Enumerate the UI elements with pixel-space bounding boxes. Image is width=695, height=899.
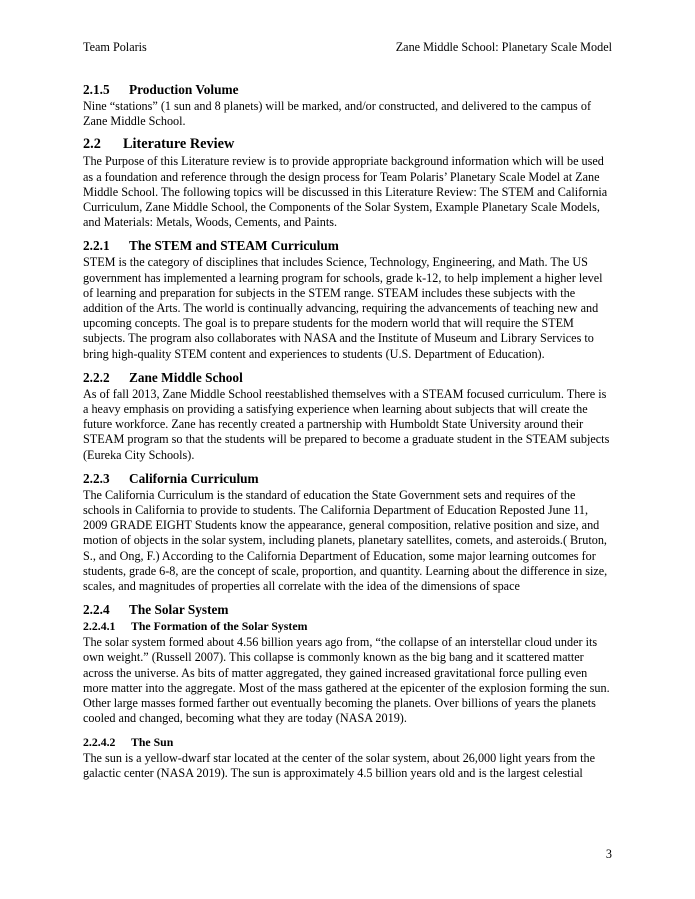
heading-title: Production Volume [129, 82, 239, 97]
heading-title: The Solar System [129, 602, 229, 618]
heading-title: California Curriculum [129, 470, 259, 486]
paragraph-production-volume: Nine “stations” (1 sun and 8 planets) will be marked, and/or constructed, and delivered to the campus of Zane Middle School. [83, 99, 592, 129]
page-number: 3 [605, 847, 612, 861]
heading-solar-system [83, 602, 614, 618]
heading-formation-solar-system [83, 619, 614, 634]
heading-stem-curriculum [83, 238, 614, 254]
heading-number: 2.2.2 [83, 369, 110, 385]
document-body [83, 82, 614, 781]
paragraph-stem-curriculum: STEM is the category of disciplines that includes Science, Technology, Engineering, and Math. The US government has implemented a learning program for schools, grade k-12, to help implement a higher level of learning and preparation for subjects in the STEM range. STEAM includes these subjects with the addition of the Arts. The world is continually advancing, requiring the advancements of teaching new and upcoming concepts. The goal is to prepare students for the modern world that will require the STEM subjects. The program also collaborates with NASA and the Institute of Museum and Library Services to bring high-quality STEM content and experiences to students (U.S. Department of Education). [83, 255, 603, 361]
heading-number: 2.2 [83, 136, 101, 153]
heading-production-volume [83, 82, 614, 98]
paragraph-the-sun: The sun is a yellow-dwarf star located at the center of the solar system, about 26,000 light years from the galactic center (NASA 2019). The sun is approximately 4.5 billion years old and is the largest celestial [83, 750, 596, 780]
page-header [83, 40, 612, 55]
heading-title: The STEM and STEAM Curriculum [129, 238, 339, 254]
heading-title: Literature Review [123, 136, 235, 153]
header-right: Zane Middle School: Planetary Scale Model [395, 40, 612, 54]
heading-title: Zane Middle School [129, 369, 243, 385]
heading-the-sun [83, 735, 614, 750]
heading-number: 2.2.3 [83, 470, 110, 486]
heading-number: 2.1.5 [83, 82, 110, 97]
heading-title: The Formation of the Solar System [131, 619, 308, 634]
paragraph-formation-solar-system: The solar system formed about 4.56 billion years ago from, “the collapse of an interstellar cloud under its own weight.” (Russell 2007). This collapse is commonly known as the big bang and it scattered matter across the universe. As bits of matter aggregated, they gained increased gravitational force pulling even more matter into the aggregate. Most of the mass gathered at the epicenter of the explosion forming the sun. Other large masses formed farther out eventually becoming the planets. Over billions of years the planets cooled and changed, becoming what they are today (NASA 2019). [83, 635, 610, 726]
paragraph-literature-review: The Purpose of this Literature review is to provide appropriate background information which will be used as a foundation and reference through the design process for Team Polaris’ Planetary Scale Model at Zane Middle School. The following topics will be discussed in this Literature Review: The STEM and California Curriculum, Zane Middle School, the Components of the Solar System, Example Planetary Scale Models, and Materials: Metals, Woods, Cements, and Paints. [83, 154, 608, 230]
paragraph-zane-middle-school: As of fall 2013, Zane Middle School reestablished themselves with a STEAM focused curriculum. There is a heavy emphasis on providing a satisfying experience when learning about subjects that will create the future workforce. Zane has recently created a partnership with Humboldt State University around their STEAM program so that the students will be prepared to become a graduate student in the STEAM subjects (Eureka City Schools). [83, 386, 610, 462]
paragraph-california-curriculum: The California Curriculum is the standard of education the State Government sets and requires of the schools in California to provide to students. The California Department of Education Reposted June 11, 2009 GRADE EIGHT Students know the appearance, general composition, relative position and size, and motion of objects in the solar system, including planets, planetary satellites, comets, and asteroids.( Bruton, S., and Ong, F.) According to the California Department of Education, some major learning outcomes for students, grade 6-8, are the concept of scale, proportion, and quantity. Learning about the difference in size, scales, and magnitudes of properties all correlate with the idea of the dimensions of space [83, 487, 608, 594]
heading-number: 2.2.4.2 [83, 734, 116, 749]
heading-number: 2.2.4.1 [83, 619, 116, 634]
heading-title: The Sun [131, 734, 174, 749]
heading-number: 2.2.4 [83, 602, 110, 618]
heading-zane-middle-school [83, 370, 614, 386]
heading-california-curriculum [83, 471, 614, 487]
heading-literature-review [83, 136, 614, 153]
header-left: Team Polaris [83, 40, 147, 54]
heading-number: 2.2.1 [83, 238, 110, 254]
